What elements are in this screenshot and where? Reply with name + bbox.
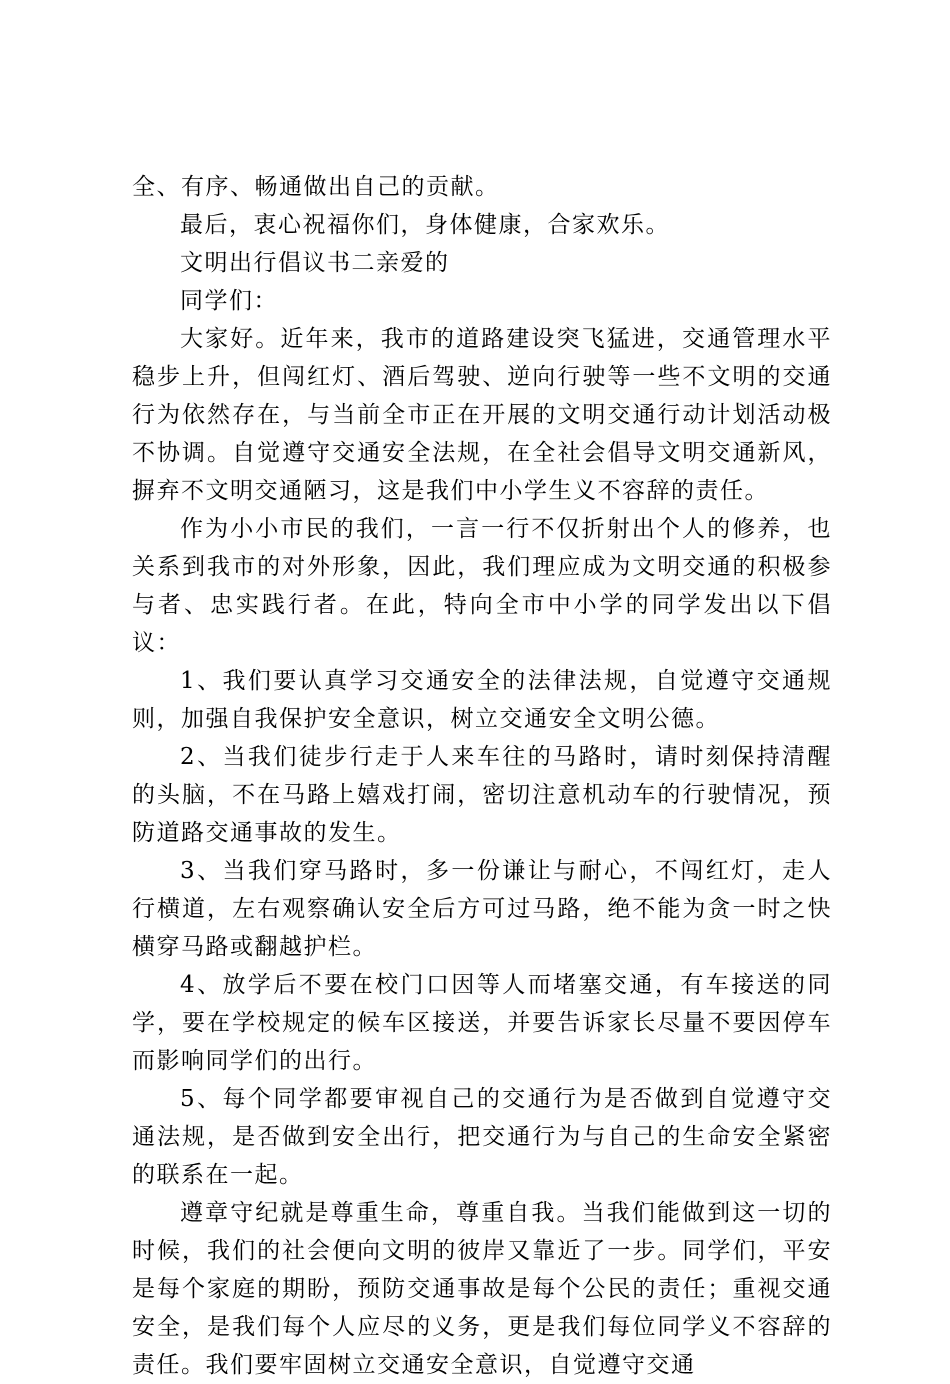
paragraph: 文明出行倡议书二亲爱的 — [180, 250, 450, 276]
paragraph: 全、有序、畅通做出自己的贡献。 — [132, 174, 500, 200]
paragraph: 1、我们要认真学习交通安全的法律法规，自觉遵守交通规则，加强自我保护安全意识，树立交通安全文明公德。 — [132, 668, 832, 732]
paragraph: 最后，衷心祝福你们，身体健康，合家欢乐。 — [180, 212, 670, 238]
paragraph: 3、当我们穿马路时，多一份谦让与耐心，不闯红灯，走人行横道，左右观察确认安全后方可过马路，绝不能为贪一时之快横穿马路或翻越护栏。 — [132, 858, 832, 960]
document-body — [132, 168, 832, 1384]
paragraph: 大家好。近年来，我市的道路建设突飞猛进，交通管理水平稳步上升，但闯红灯、酒后驾驶、逆向行驶等一些不文明的交通行为依然存在，与当前全市正在开展的文明交通行动计划活动极不协调。自觉遵守交通安全法规，在全社会倡导文明交通新风，摒弃不文明交通陋习，这是我们中小学生义不容辞的责任。 — [132, 326, 832, 504]
paragraph: 作为小小市民的我们，一言一行不仅折射出个人的修养，也关系到我市的对外形象，因此，我们理应成为文明交通的积极参与者、忠实践行者。在此，特向全市中小学的同学发出以下倡议： — [132, 516, 832, 656]
paragraph: 同学们： — [180, 288, 278, 314]
paragraph: 5、每个同学都要审视自己的交通行为是否做到自觉遵守交通法规，是否做到安全出行，把交通行为与自己的生命安全紧密的联系在一起。 — [132, 1086, 832, 1188]
paragraph: 遵章守纪就是尊重生命，尊重自我。当我们能做到这一切的时候，我们的社会便向文明的彼岸又靠近了一步。同学们，平安是每个家庭的期盼，预防交通事故是每个公民的责任；重视交通安全，是我们每个人应尽的义务，更是我们每位同学义不容辞的责任。我们要牢固树立交通安全意识，自觉遵守交通 — [132, 1200, 832, 1378]
paragraph: 2、当我们徒步行走于人来车往的马路时，请时刻保持清醒的头脑，不在马路上嬉戏打闹，密切注意机动车的行驶情况，预防道路交通事故的发生。 — [132, 744, 832, 846]
paragraph: 4、放学后不要在校门口因等人而堵塞交通，有车接送的同学，要在学校规定的候车区接送，并要告诉家长尽量不要因停车而影响同学们的出行。 — [132, 972, 832, 1074]
